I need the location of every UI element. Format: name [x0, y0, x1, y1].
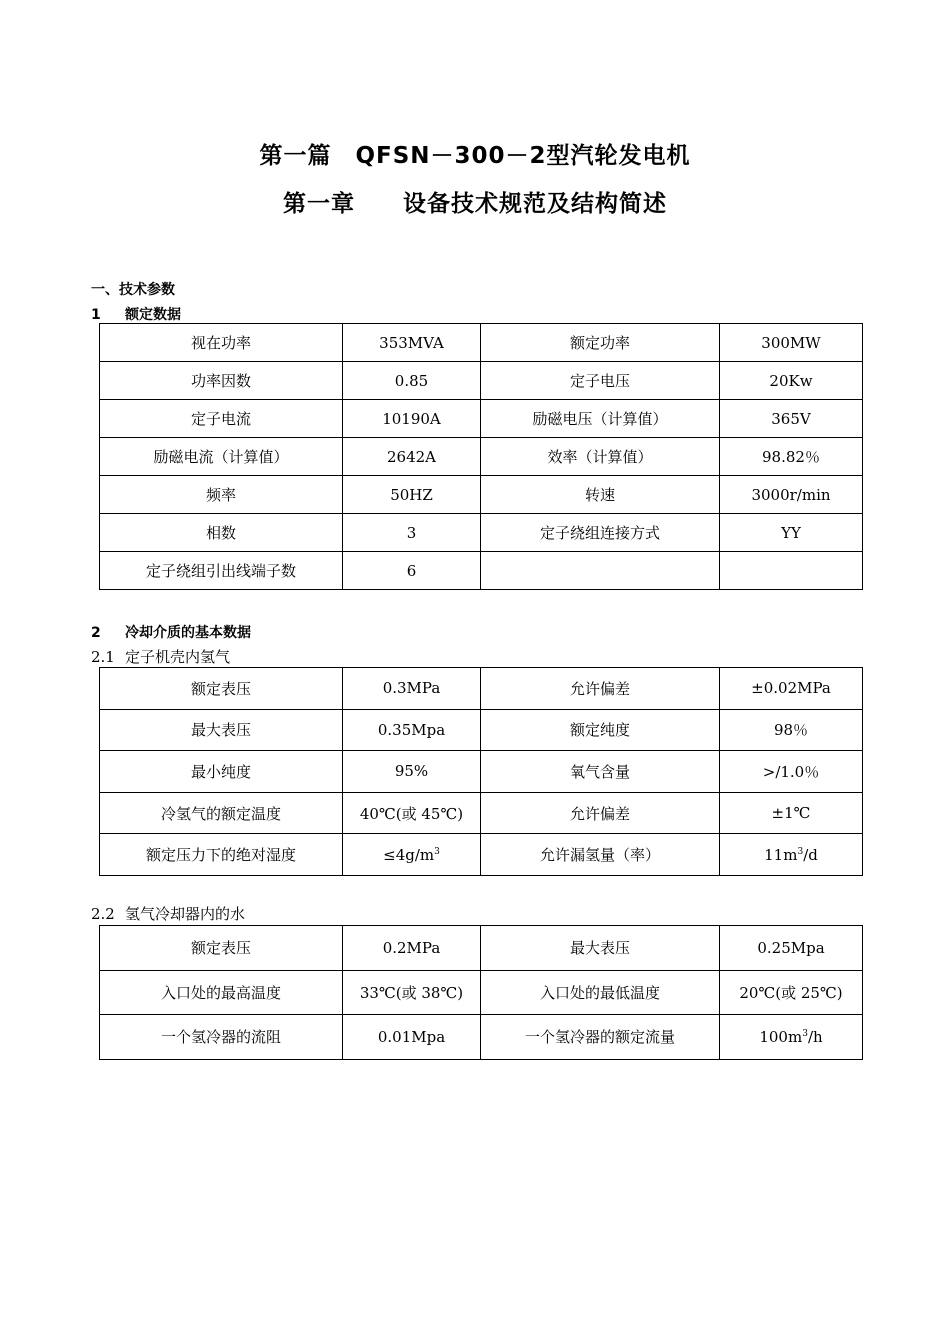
- subsection-heading-rated-data: 1 额定数据: [91, 307, 181, 323]
- table-cell: 定子电压: [481, 362, 720, 400]
- table-cell: 0.2MPa: [343, 926, 481, 971]
- table-cell: 定子绕组引出线端子数: [100, 552, 343, 590]
- table-row: [100, 438, 863, 476]
- stator-hydrogen-table: [99, 667, 863, 876]
- table-cell: 励磁电压（计算值）: [481, 400, 720, 438]
- section-heading-technical-parameters: 一、技术参数: [91, 282, 175, 298]
- table-cell: $\le 4g/m^3$: [343, 834, 481, 876]
- table-row: [100, 970, 863, 1015]
- table-cell: 0.85: [343, 362, 481, 400]
- table-cell: 频率: [100, 476, 343, 514]
- table-cell: 0.01Mpa: [343, 1015, 481, 1060]
- table-cell: 入口处的最高温度: [100, 970, 343, 1015]
- table-cell: ±0.02MPa: [720, 668, 863, 710]
- table-cell: 额定表压: [100, 926, 343, 971]
- table-cell: 定子绕组连接方式: [481, 514, 720, 552]
- table-cell: 入口处的最低温度: [481, 970, 720, 1015]
- table-cell: YY: [720, 514, 863, 552]
- table-row: [100, 476, 863, 514]
- table-row: [100, 834, 863, 876]
- table-cell: [720, 552, 863, 590]
- subsection-heading-coolant-data: 2 冷却介质的基本数据: [91, 625, 251, 641]
- chapter-title: 第一章 设备技术规范及结构简述: [283, 191, 667, 217]
- table-cell: 定子电流: [100, 400, 343, 438]
- table-cell: 20Kw: [720, 362, 863, 400]
- table-cell: 一个氢冷器的额定流量: [481, 1015, 720, 1060]
- table-row: [100, 324, 863, 362]
- table-cell: 功率因数: [100, 362, 343, 400]
- table-cell: 3: [343, 514, 481, 552]
- table-row: [100, 792, 863, 834]
- table-cell: 365V: [720, 400, 863, 438]
- table-row: [100, 362, 863, 400]
- table-row: [100, 709, 863, 751]
- table-cell: 一个氢冷器的流阻: [100, 1015, 343, 1060]
- part-title: 第一篇 QFSN－300－2型汽轮发电机: [259, 143, 691, 169]
- subsection-heading-stator-hydrogen: 2.1 定子机壳内氢气: [91, 648, 231, 666]
- table-cell: 98.82％: [720, 438, 863, 476]
- table-cell: 50HZ: [343, 476, 481, 514]
- table-cell: 3000r/min: [720, 476, 863, 514]
- table-cell: 353MVA: [343, 324, 481, 362]
- table-row: [100, 926, 863, 971]
- table-cell: 33℃(或 38℃): [343, 970, 481, 1015]
- table-cell: >/1.0％: [720, 751, 863, 793]
- table-cell: 额定纯度: [481, 709, 720, 751]
- table-cell: 允许偏差: [481, 792, 720, 834]
- table-cell: 0.3MPa: [343, 668, 481, 710]
- table-cell: ±1℃: [720, 792, 863, 834]
- table-cell: 额定压力下的绝对湿度: [100, 834, 343, 876]
- table-row: [100, 400, 863, 438]
- rated-data-table: [99, 323, 863, 590]
- table-row: [100, 1015, 863, 1060]
- table-cell: 额定功率: [481, 324, 720, 362]
- table-cell: 最小纯度: [100, 751, 343, 793]
- table-cell: 转速: [481, 476, 720, 514]
- table-cell: 额定表压: [100, 668, 343, 710]
- table-cell: 相数: [100, 514, 343, 552]
- subsection-heading-cooler-water: 2.2 氢气冷却器内的水: [91, 905, 246, 923]
- cooler-water-table: [99, 925, 863, 1060]
- table-row: [100, 514, 863, 552]
- table-cell: 40℃(或 45℃): [343, 792, 481, 834]
- table-cell: 氧气含量: [481, 751, 720, 793]
- table-cell: 最大表压: [481, 926, 720, 971]
- table-cell: 10190A: [343, 400, 481, 438]
- table-cell: 效率（计算值）: [481, 438, 720, 476]
- table-cell: [481, 552, 720, 590]
- table-row: [100, 751, 863, 793]
- table-cell: 允许漏氢量（率）: [481, 834, 720, 876]
- table-cell: 6: [343, 552, 481, 590]
- table-cell: 95%: [343, 751, 481, 793]
- table-cell: 最大表压: [100, 709, 343, 751]
- table-cell: 冷氢气的额定温度: [100, 792, 343, 834]
- table-cell: 98％: [720, 709, 863, 751]
- table-row: [100, 552, 863, 590]
- table-row: [100, 668, 863, 710]
- table-cell: 视在功率: [100, 324, 343, 362]
- table-cell: 0.25Mpa: [720, 926, 863, 971]
- table-cell: 允许偏差: [481, 668, 720, 710]
- table-cell: 20℃(或 25℃): [720, 970, 863, 1015]
- table-cell: 励磁电流（计算值）: [100, 438, 343, 476]
- table-cell: 300MW: [720, 324, 863, 362]
- table-cell: $100m^3/h$: [720, 1015, 863, 1060]
- table-cell: $11m^3/d$: [720, 834, 863, 876]
- table-cell: 2642A: [343, 438, 481, 476]
- table-cell: 0.35Mpa: [343, 709, 481, 751]
